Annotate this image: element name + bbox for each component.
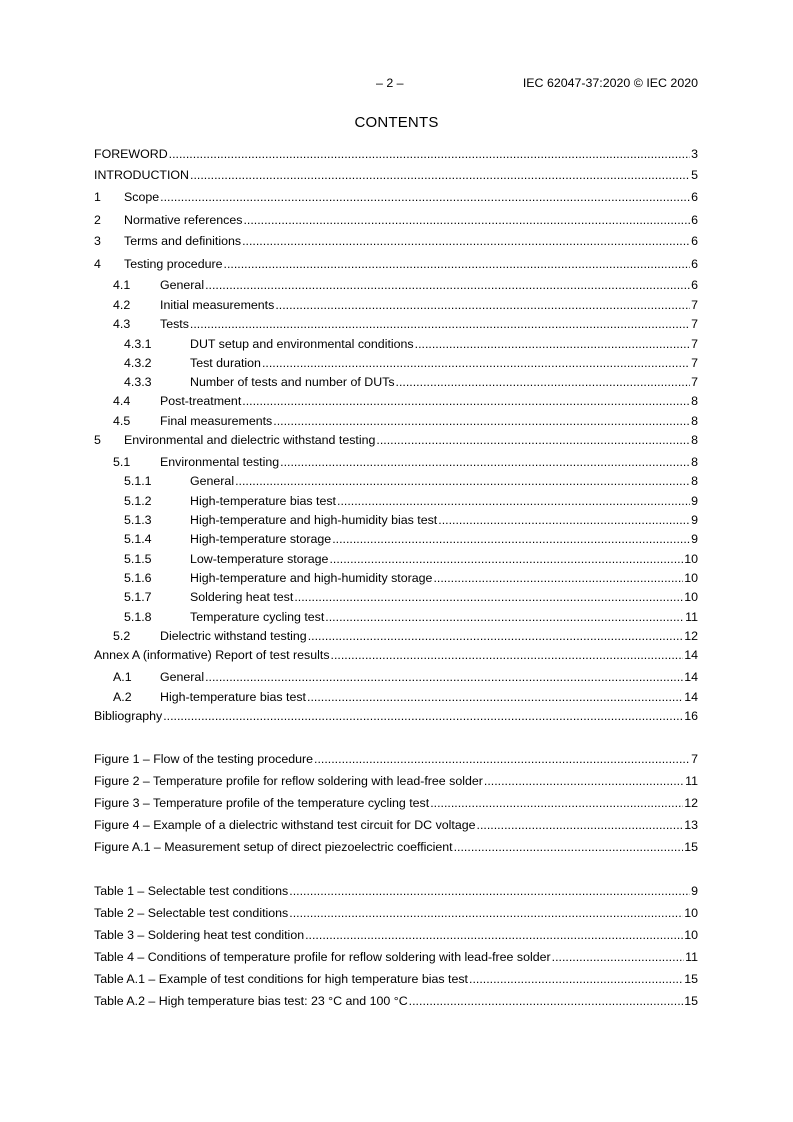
toc-figure-page-number: 7 [691,752,698,766]
toc-section-number: 5 [94,433,101,447]
toc-section-page-number: 8 [691,474,698,488]
toc-figure-page-number: 13 [684,818,698,832]
dot-leader [438,512,690,528]
toc-section-page-number: 8 [691,394,698,408]
dot-leader [314,751,690,767]
toc-section-page-number: 9 [691,532,698,546]
toc-figure-entry[interactable] [94,839,698,855]
dot-leader [477,817,684,833]
toc-section-number: A.1 [113,670,132,684]
toc-section-number: 4.3 [113,317,131,331]
toc-table-page-number: 10 [684,906,698,920]
dot-leader [294,589,683,605]
toc-table-title: Table 1 – Selectable test conditions [94,884,289,898]
toc-figure-title: Figure 2 – Temperature profile for reflow soldering with lead-free solder [94,774,483,788]
toc-table-title: Table A.2 – High temperature bias test: 23 °C and 100 °C [94,994,408,1008]
toc-section-page-number: 7 [691,356,698,370]
toc-section-number: 5.1 [113,455,131,469]
toc-section-title: Low-temperature storage [190,552,329,566]
toc-section-page-number: 14 [684,670,698,684]
toc-section-title: Normative references [124,213,243,227]
toc-section-number: A.2 [113,690,132,704]
toc-section-title: Temperature cycling test [190,610,325,624]
toc-section-entry[interactable] [94,473,698,489]
toc-table-page-number: 11 [685,950,698,964]
toc-section-title: Test duration [190,356,261,370]
dot-leader [376,432,690,448]
toc-section-entry[interactable] [94,512,698,528]
toc-section-page-number: 8 [691,414,698,428]
toc-figure-page-number: 11 [685,774,698,788]
dot-leader [242,393,690,409]
toc-table-page-number: 10 [684,928,698,942]
toc-section-page-number: 14 [684,648,698,662]
dot-leader [205,669,683,685]
toc-figure-entry[interactable] [94,773,698,789]
toc-table-entry[interactable] [94,927,698,943]
dot-leader [190,167,690,183]
toc-section-number: 1 [94,190,101,204]
toc-section-title: Dielectric withstand testing [160,629,307,643]
toc-section-entry[interactable] [94,167,698,183]
toc-section-number: 4.2 [113,298,131,312]
toc-section-title: Bibliography [94,709,163,723]
toc-section-number: 5.1.4 [124,532,152,546]
toc-section-title: Terms and definitions [124,234,242,248]
dot-leader [169,146,690,162]
toc-table-entry[interactable] [94,905,698,921]
toc-table-page-number: 15 [684,972,698,986]
dot-leader [552,949,684,965]
toc-section-title: High-temperature bias test [190,494,337,508]
toc-figure-title: Figure 1 – Flow of the testing procedure [94,752,314,766]
toc-section-title: Tests [160,317,189,331]
dot-leader [396,374,691,390]
toc-section-entry[interactable] [94,609,698,625]
toc-section-entry[interactable] [94,454,698,470]
toc-section-page-number: 16 [684,709,698,723]
dot-leader [305,927,683,943]
toc-figure-title: Figure A.1 – Measurement setup of direct piezoelectric coefficient [94,840,453,854]
document-reference: IEC 62047-37:2020 © IEC 2020 [522,76,698,90]
contents-title: CONTENTS [354,114,439,131]
dot-leader [163,708,683,724]
toc-section-page-number: 7 [691,298,698,312]
dot-leader [454,839,684,855]
toc-section-entry[interactable] [94,316,698,332]
toc-section-title: Post-treatment [160,394,242,408]
toc-section-number: 4.3.3 [124,375,152,389]
toc-section-title: General [190,474,235,488]
toc-table-entry[interactable] [94,971,698,987]
toc-section-entry[interactable] [94,493,698,509]
dot-leader [329,551,683,567]
toc-section-page-number: 7 [691,375,698,389]
toc-section-page-number: 12 [684,629,698,643]
dot-leader [430,795,683,811]
toc-section-entry[interactable] [94,531,698,547]
page-number: – 2 – [376,76,404,90]
toc-section-entry[interactable] [94,146,698,162]
toc-section-page-number: 6 [691,213,698,227]
toc-section-number: 4.5 [113,414,131,428]
toc-section-entry[interactable] [94,256,698,272]
toc-section-entry[interactable] [94,647,698,663]
toc-section-entry[interactable] [94,297,698,313]
dot-leader [235,473,690,489]
toc-section-entry[interactable] [94,413,698,429]
toc-section-page-number: 14 [684,690,698,704]
dot-leader [205,277,690,293]
toc-section-title: Soldering heat test [190,590,294,604]
toc-section-entry[interactable] [94,708,698,724]
toc-section-title: DUT setup and environmental conditions [190,337,414,351]
dot-leader [337,493,690,509]
toc-section-number: 5.1.3 [124,513,152,527]
toc-section-page-number: 7 [691,337,698,351]
dot-leader [275,297,690,313]
toc-section-number: 5.1.5 [124,552,152,566]
dot-leader [190,316,690,332]
toc-section-number: 2 [94,213,101,227]
toc-section-page-number: 6 [691,190,698,204]
toc-section-page-number: 7 [691,317,698,331]
toc-table-entry[interactable] [94,949,698,965]
toc-section-page-number: 8 [691,455,698,469]
toc-section-entry[interactable] [94,628,698,644]
toc-table-entry[interactable] [94,993,698,1009]
toc-section-number: 4.3.1 [124,337,152,351]
toc-section-entry[interactable] [94,669,698,685]
dot-leader [433,570,683,586]
toc-section-page-number: 6 [691,278,698,292]
toc-section-page-number: 9 [691,513,698,527]
toc-section-number: 4.4 [113,394,131,408]
toc-section-number: 5.1.8 [124,610,152,624]
toc-section-title: Environmental and dielectric withstand testing [124,433,376,447]
dot-leader [262,355,690,371]
dot-leader [332,531,690,547]
toc-figure-entry[interactable] [94,795,698,811]
dot-leader [289,905,683,921]
toc-section-number: 5.1.1 [124,474,152,488]
toc-section-page-number: 5 [691,168,698,182]
toc-section-title: Initial measurements [160,298,275,312]
dot-leader [224,256,691,272]
toc-figure-page-number: 15 [684,840,698,854]
toc-section-title: High-temperature and high-humidity storage [190,571,433,585]
toc-table-title: Table 3 – Soldering heat test condition [94,928,305,942]
toc-section-title: Final measurements [160,414,273,428]
toc-section-title: General [160,278,205,292]
toc-section-title: INTRODUCTION [94,168,189,182]
toc-section-page-number: 3 [691,147,698,161]
dot-leader [160,189,690,205]
toc-section-entry[interactable] [94,189,698,205]
dot-leader [308,628,684,644]
toc-section-entry[interactable] [94,689,698,705]
toc-section-entry[interactable] [94,570,698,586]
dot-leader [331,647,684,663]
toc-section-page-number: 8 [691,433,698,447]
toc-section-page-number: 10 [684,571,698,585]
dot-leader [242,233,690,249]
toc-section-page-number: 11 [685,610,698,624]
dot-leader [289,883,690,899]
toc-section-number: 4.1 [113,278,131,292]
toc-table-page-number: 9 [691,884,698,898]
toc-section-page-number: 10 [684,552,698,566]
toc-section-title: High-temperature storage [190,532,332,546]
toc-section-number: 5.1.2 [124,494,152,508]
toc-section-entry[interactable] [94,233,698,249]
toc-section-page-number: 6 [691,257,698,271]
dot-leader [307,689,683,705]
toc-section-entry[interactable] [94,432,698,448]
toc-section-entry[interactable] [94,551,698,567]
toc-table-title: Table A.1 – Example of test conditions for high temperature bias test [94,972,468,986]
page-header [94,76,698,92]
toc-section-title: Environmental testing [160,455,280,469]
toc-table-title: Table 2 – Selectable test conditions [94,906,289,920]
toc-section-number: 3 [94,234,101,248]
dot-leader [409,993,684,1009]
toc-section-number: 5.1.6 [124,571,152,585]
toc-section-number: 4 [94,257,101,271]
toc-figure-entry[interactable] [94,817,698,833]
dot-leader [484,773,684,789]
dot-leader [280,454,690,470]
toc-section-title: Annex A (informative) Report of test results [94,648,330,662]
toc-section-page-number: 6 [691,234,698,248]
toc-section-entry[interactable] [94,589,698,605]
toc-section-entry[interactable] [94,393,698,409]
toc-figure-entry[interactable] [94,751,698,767]
toc-section-page-number: 10 [684,590,698,604]
toc-section-entry[interactable] [94,336,698,352]
toc-section-number: 4.3.2 [124,356,152,370]
toc-table-entry[interactable] [94,883,698,899]
dot-leader [415,336,690,352]
toc-table-title: Table 4 – Conditions of temperature profile for reflow soldering with lead-free solder [94,950,551,964]
toc-section-title: High-temperature bias test [160,690,307,704]
toc-figure-title: Figure 4 – Example of a dielectric withstand test circuit for DC voltage [94,818,476,832]
toc-section-entry[interactable] [94,355,698,371]
toc-section-title: Scope [124,190,160,204]
toc-section-title: High-temperature and high-humidity bias test [190,513,438,527]
toc-section-title: Number of tests and number of DUTs [190,375,395,389]
toc-section-title: Testing procedure [124,257,223,271]
toc-figure-title: Figure 3 – Temperature profile of the temperature cycling test [94,796,430,810]
dot-leader [273,413,690,429]
toc-section-number: 5.2 [113,629,131,643]
toc-table-page-number: 15 [684,994,698,1008]
toc-section-page-number: 9 [691,494,698,508]
toc-section-entry[interactable] [94,212,698,228]
toc-section-title: General [160,670,205,684]
toc-figure-page-number: 12 [684,796,698,810]
toc-section-entry[interactable] [94,374,698,390]
toc-section-title: FOREWORD [94,147,168,161]
toc-section-number: 5.1.7 [124,590,152,604]
dot-leader [243,212,690,228]
toc-section-entry[interactable] [94,277,698,293]
dot-leader [325,609,684,625]
dot-leader [469,971,683,987]
